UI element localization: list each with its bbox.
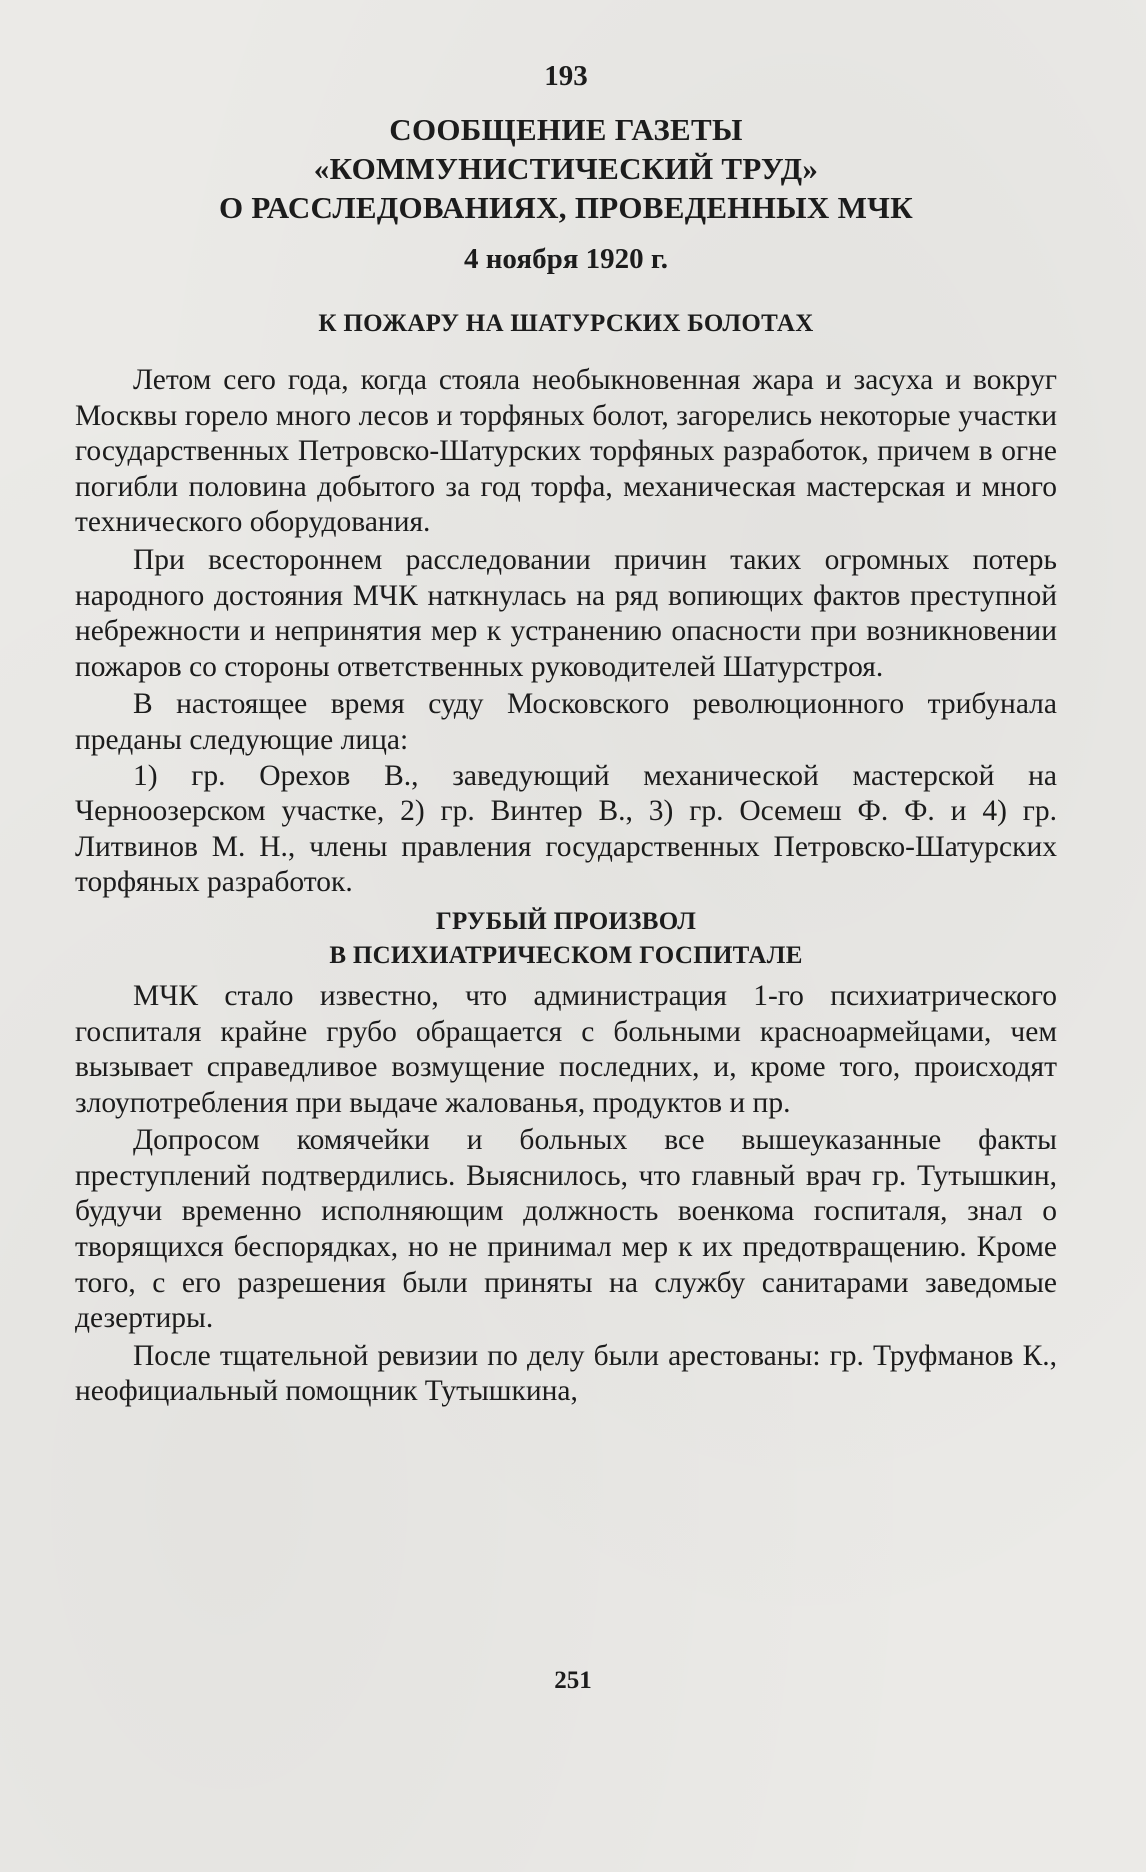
section-heading (75, 905, 1057, 973)
section-heading: К ПОЖАРУ НА ШАТУРСКИХ БОЛОТАХ (318, 310, 814, 337)
page-number: 251 (554, 1667, 592, 1694)
paragraph: В настоящее время суду Московского революционного трибунала преданы следующие лица: (75, 688, 1057, 756)
paragraph: МЧК стало известно, что администрация 1-го психиатрического госпиталя крайне грубо обращается с больными красноармейцами, чем вызывает справедливое возмущение последних, и, кроме того, происходят злоупотребления при выдаче жалованья, продуктов и пр. (75, 979, 1057, 1119)
document-title (75, 110, 1057, 227)
section-heading-line: В ПСИХИАТРИЧЕСКОМ ГОСПИТАЛЕ (329, 941, 803, 969)
title-line: СООБЩЕНИЕ ГАЗЕТЫ (389, 112, 743, 147)
paragraph: При всестороннем расследовании причин таких огромных потерь народного достояния МЧК наткнулась на ряд вопиющих фактов преступной небрежности и непринятия мер к устранению опасности при возникновении пожаров со стороны ответственных руководителей Шатурстроя. (75, 543, 1057, 683)
title-line: О РАССЛЕДОВАНИЯХ, ПРОВЕДЕННЫХ МЧК (218, 190, 914, 225)
section-heading-line: ГРУБЫЙ ПРОИЗВОЛ (435, 907, 697, 935)
page-content (75, 58, 1057, 1410)
document-number: 193 (544, 60, 588, 92)
paragraph: После тщательной ревизии по делу были арестованы: гр. Труфманов К., неофициальный помощник Тутышкина, (75, 1339, 1057, 1408)
title-line: «КОММУНИСТИЧЕСКИЙ ТРУД» (313, 151, 819, 186)
section-shatura-fire (75, 307, 1057, 901)
section-psychiatric-hospital (75, 905, 1057, 1410)
paragraph: 1) гр. Орехов В., заведующий механической мастерской на Черноозерском участке, 2) гр. Винтер В., 3) гр. Осемеш Ф. Ф. и 4) гр. Литвинов М. Н., члены правления государственных Петровско-Шатурских торфяных разработок. (75, 759, 1057, 899)
document-date: 4 ноября 1920 г. (463, 243, 669, 275)
paragraph: Летом сего года, когда стояла необыкновенная жара и засуха и вокруг Москвы горело много лесов и торфяных болот, загорелись некоторые участки государственных Петровско-Шатурских торфяных разработок, причем в огне погибли половина добытого за год торфа, механическая мастерская и много технического оборудования. (75, 364, 1057, 539)
paragraph: Допросом комячейки и больных все вышеуказанные факты преступлений подтвердились. Выяснилось, что главный врач гр. Тутышкин, будучи временно исполняющим должность военкома госпиталя, знал о творящихся беспорядках, но не принимал мер к их предотвращению. Кроме того, с его разрешения были приняты на службу санитарами заведомые дезертиры. (75, 1124, 1057, 1335)
